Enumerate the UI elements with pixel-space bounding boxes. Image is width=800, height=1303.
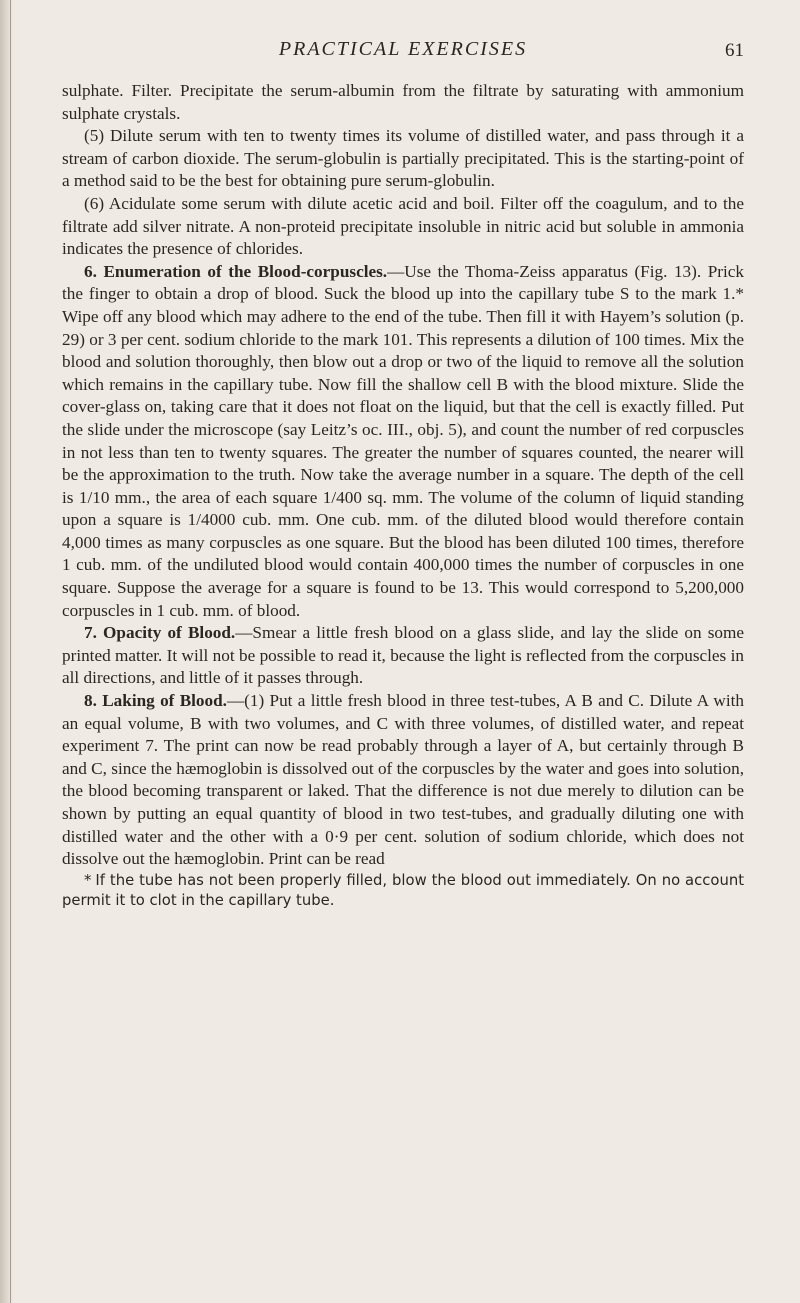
page-body [62,80,744,911]
section-text: —(1) Put a little fresh blood in three test-tubes, A B and C. Dilute A with an equal volume, B with two volumes, and C with three volumes, of distilled water, and repeat experiment 7. The print can now be read probably through a layer of A, but certainly through B and C, since the hæmoglobin is dissolved out of the corpuscles by the water and goes into solution, the blood becoming transparent or laked. That the difference is not due merely to dilution can be shown by putting an equal quantity of blood in two test-tubes, and gradually diluting one with distilled water and the other with a 0·9 per cent. solution of sodium chloride, which does not dissolve out the hæmoglobin. Print can be read [62,691,744,869]
section-title: 7. Opacity of Blood. [84,623,236,643]
section-text: —Use the Thoma-Zeiss apparatus (Fig. 13). Prick the finger to obtain a drop of blood. Suck the blood up into the capillary tube S to the mark 1.* Wipe off any blood which may adhere to the end of the tube. Then fill it with Hayem’s solution (p. 29) or 3 per cent. sodium chloride to the mark 101. This represents a dilution of 100 times. Mix the blood and solution thoroughly, then blow out a drop or two of the liquid to remove all the solution which remains in the capillary tube. Now fill the shallow cell B with the blood mixture. Slide the cover-glass on, taking care that it does not float on the liquid, but that the cell is exactly filled. Put the slide under the microscope (say Leitz’s oc. III., obj. 5), and count the number of red corpuscles in not less than ten to twenty squares. The greater the number of squares counted, the nearer will be the approximation to the truth. Now take the average number in a square. The depth of the cell is 1/10 mm., the area of each square 1/400 sq. mm. The volume of the column of liquid standing upon a square is 1/4000 cub. mm. One cub. mm. of the diluted blood would therefore contain 4,000 times as many corpuscles as one square. But the blood has been diluted 100 times, therefore 1 cub. mm. of the undiluted blood would contain 400,000 times the number of corpuscles in one square. Suppose the average for a square is found to be 13. This would correspond to 5,200,000 corpuscles in 1 cub. mm. of blood. [62,261,744,620]
section-title: 8. Laking of Blood. [84,691,227,711]
page-number: 61 [725,40,744,61]
paragraph-text: (6) Acidulate some serum with dilute acetic acid and boil. Filter off the coagulum, and to the filtrate add silver nitrate. A non-proteid precipitate insoluble in nitric acid but soluble in ammonia indicates the presence of chlorides. [62,193,744,259]
section-opacity [62,622,744,690]
binding-line [10,0,11,1303]
section-enumeration [62,261,744,623]
footnote [62,871,744,911]
paragraph-text: (5) Dilute serum with ten to twenty times its volume of distilled water, and pass through it a stream of carbon dioxide. The serum-globulin is partially precipitated. This is the starting-point of a method said to be the best for obtaining pure serum-globulin. [62,126,744,191]
paragraph-continuation [62,80,744,125]
page-gutter [0,0,14,1303]
page-header [62,34,744,64]
running-head: PRACTICAL EXERCISES [278,38,528,60]
paragraph-step-6 [62,193,744,261]
section-text: —Smear a little fresh blood on a glass slide, and lay the slide on some printed matter. It will not be possible to read it, because the light is reflected from the corpuscles in all directions, and little of it passes through. [62,623,744,688]
section-laking [62,690,744,871]
section-title: 6. Enumeration of the Blood-corpuscles. [84,261,388,281]
paragraph-text: sulphate. Filter. Precipitate the serum-albumin from the filtrate by saturating with ammonium sulphate crystals. [62,81,744,123]
paragraph-step-5 [62,125,744,193]
footnote-mark: * [84,871,92,889]
footnote-text: If the tube has not been properly filled, blow the blood out immediately. On no account permit it to clot in the capillary tube. [62,871,744,909]
